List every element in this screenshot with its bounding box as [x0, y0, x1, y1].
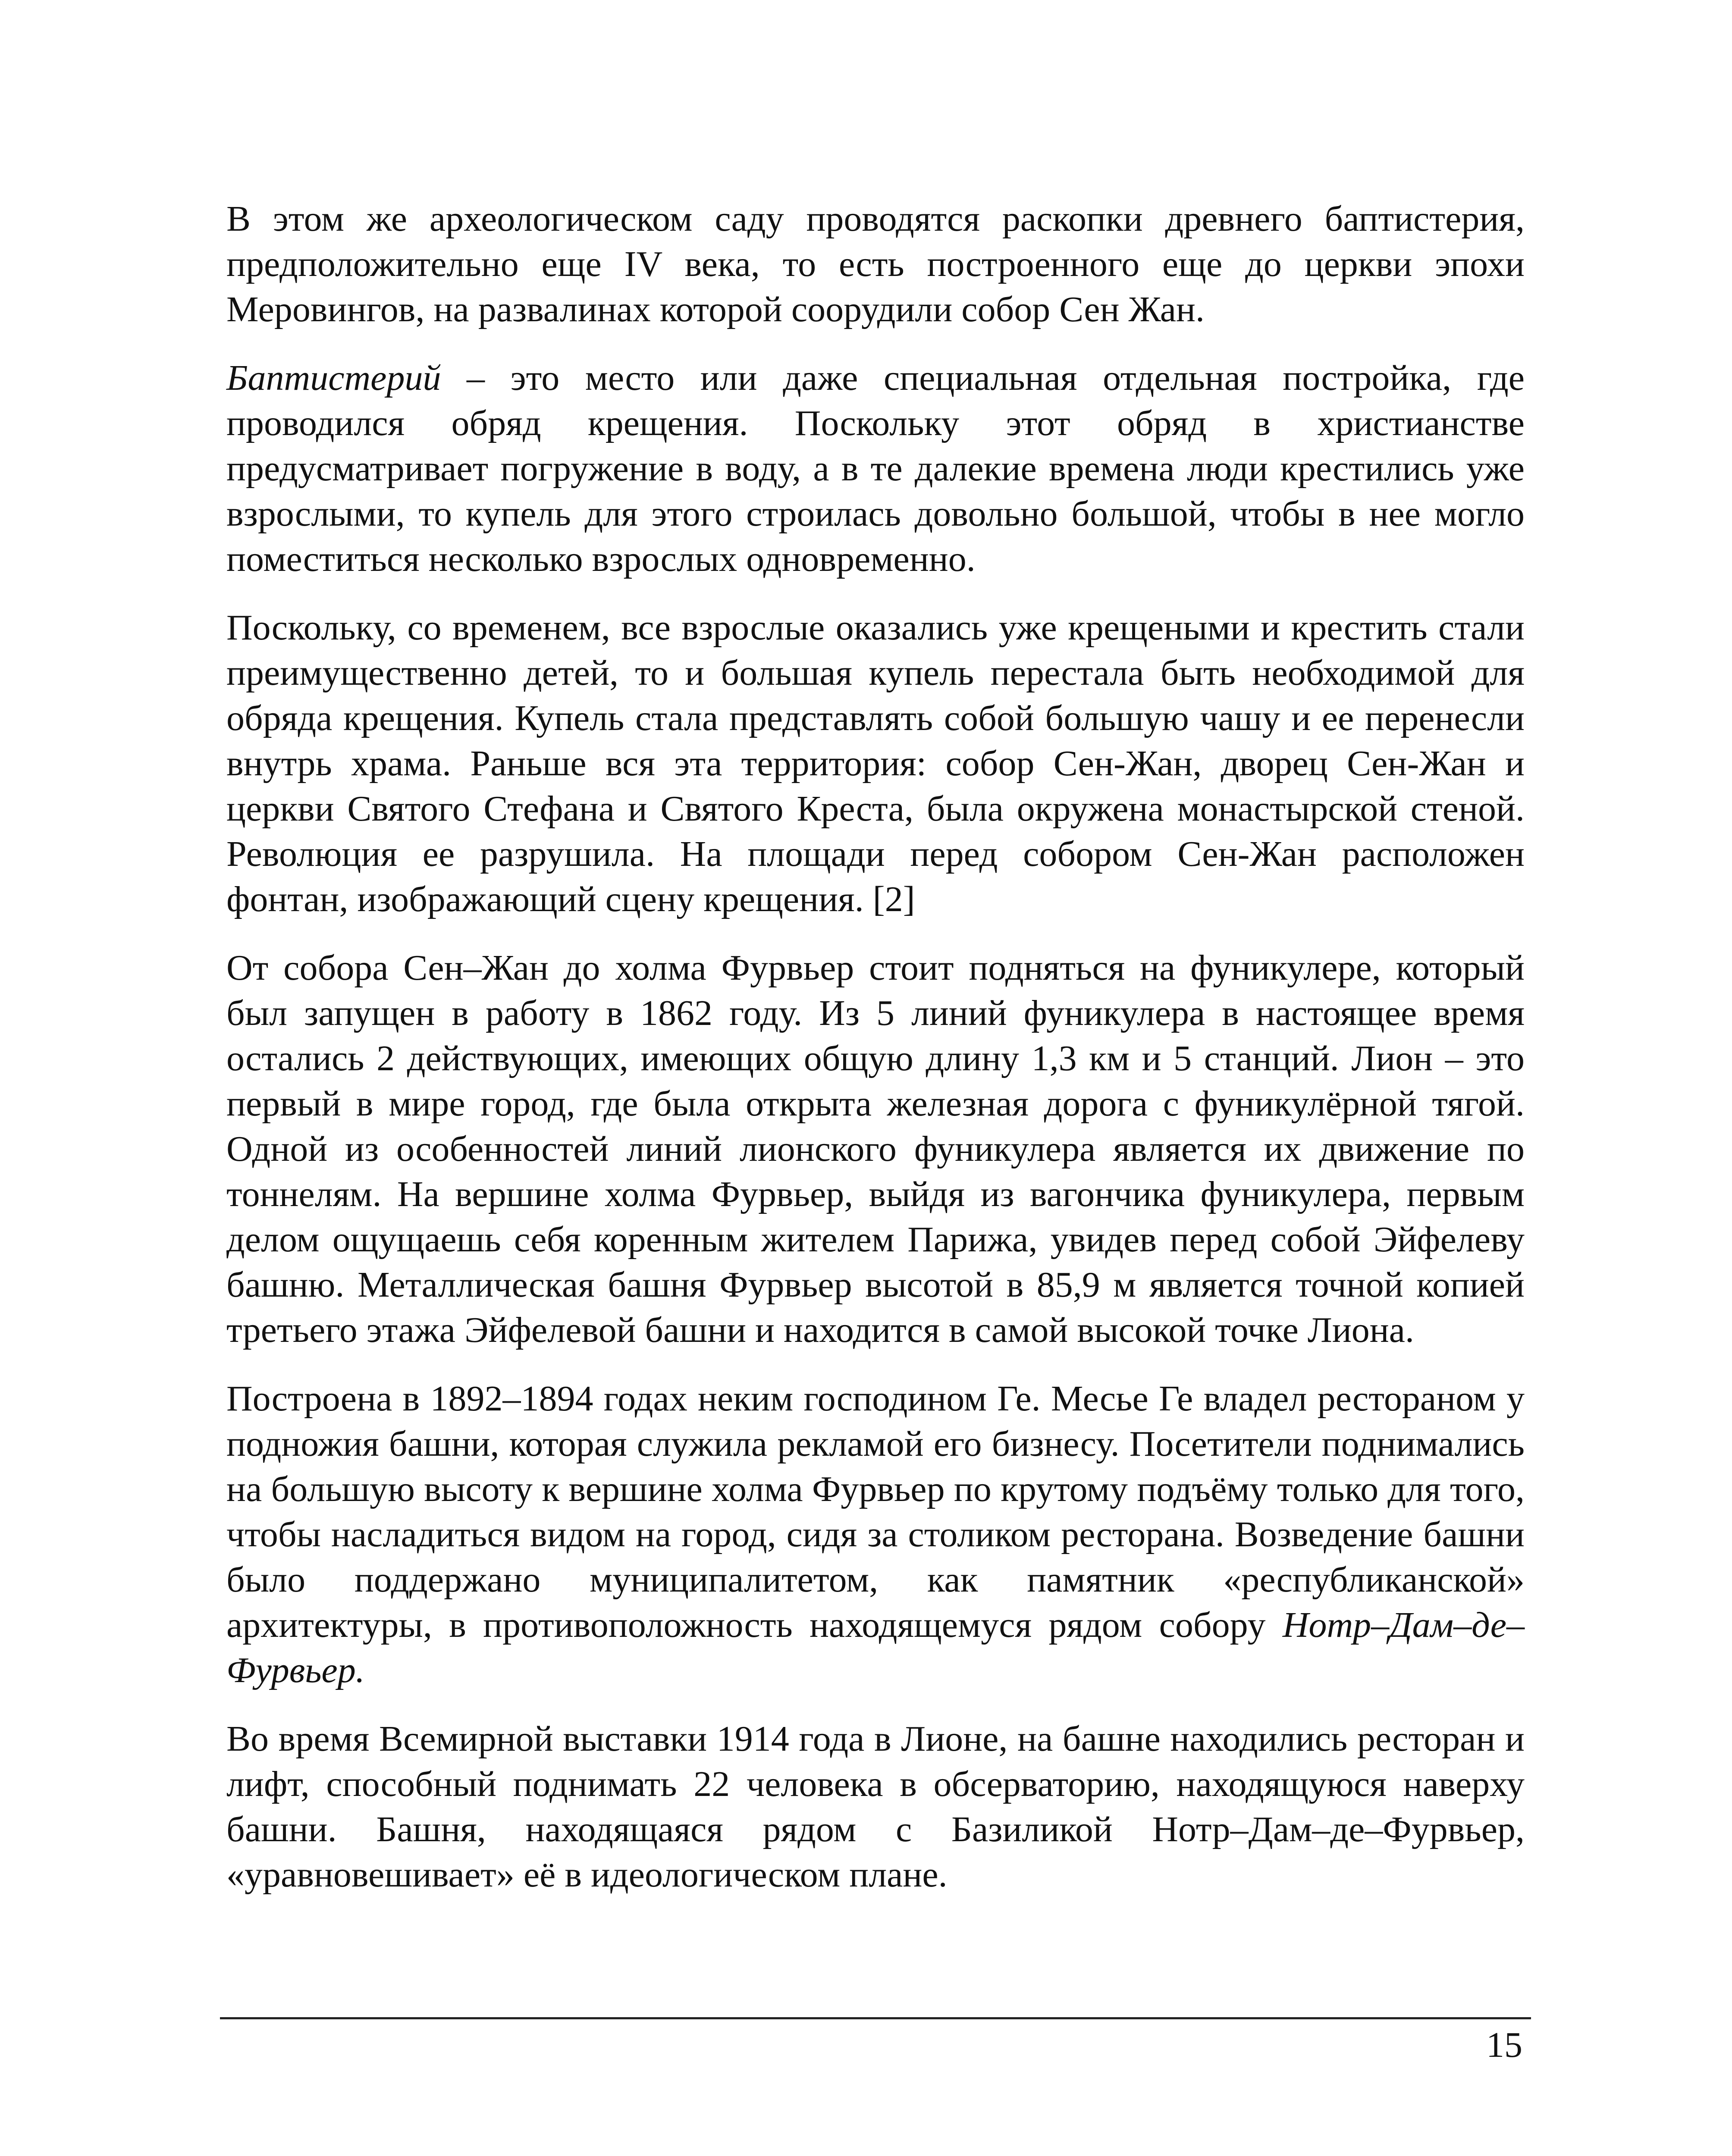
paragraph-text: – это место или даже специальная отдельная постройка, где проводился обряд крещения. Поскольку этот обряд в христианстве предусматривает погружение в воду, а в те далекие времена люди крестились уже взрослыми, то купель для этого строилась довольно большой, чтобы в нее могло поместиться несколько взрослых одновременно.	[226, 358, 1525, 579]
page-number: 15	[1486, 2025, 1522, 2065]
paragraph-font-history	[226, 605, 1525, 922]
paragraph-text: Во время Всемирной выставки 1914 года в Лионе, на башне находились ресторан и лифт, способный поднимать 22 человека в обсерваторию, находящуюся наверху башни. Башня, находящаяся рядом с Базиликой Нотр–Дам–де–Фурвьер, «уравновешивает» её в идеологическом плане.	[226, 1719, 1525, 1895]
paragraph-baptistery-excavation	[226, 196, 1525, 332]
paragraph-tower-construction	[226, 1376, 1525, 1693]
paragraph-text: Построена в 1892–1894 годах неким господином Ге. Месье Ге владел рестораном у подножия башни, которая служила рекламой его бизнесу. Посетители поднимались на большую высоту к вершине холма Фурвьер по крутому подъёму только для того, чтобы насладиться видом на город, сидя за столиком ресторана. Возведение башни было поддержано муниципалитетом, как памятник «республиканской» архитектуры, в противоположность находящемуся рядом собору	[226, 1379, 1525, 1645]
paragraph-baptistery-definition	[226, 355, 1525, 582]
paragraph-world-exhibition	[226, 1716, 1525, 1897]
paragraph-text: В этом же археологическом саду проводятся раскопки древнего баптистерия, предположительно еще IV века, то есть построенного еще до церкви эпохи Меровингов, на развалинах которой соорудили собор Сен Жан.	[226, 199, 1525, 329]
paragraph-text: Поскольку, со временем, все взрослые оказались уже крещеными и крестить стали преимущественно детей, то и большая купель перестала быть необходимой для обряда крещения. Купель стала представлять собой большую чашу и ее перенесли внутрь храма. Раньше вся эта территория: собор Сен-Жан, дворец Сен-Жан и церкви Святого Стефана и Святого Креста, была окружена монастырской стеной. Революция ее разрушила. На площади перед собором Сен-Жан расположен фонтан, изображающий сцену крещения. [2]	[226, 608, 1525, 919]
paragraph-funicular	[226, 945, 1525, 1353]
term-baptistery: Баптистерий	[226, 358, 441, 398]
body-text	[226, 196, 1525, 1921]
italic-basilica-name: Нотр–Дам–де–Фурвьер.	[226, 1605, 1525, 1690]
footer-divider	[220, 2017, 1531, 2019]
paragraph-text: От собора Сен–Жан до холма Фурвьер стоит подняться на фуникулере, который был запущен в работу в 1862 году. Из 5 линий фуникулера в настоящее время остались 2 действующих, имеющих общую длину 1,3 км и 5 станций. Лион – это первый в мире город, где была открыта железная дорога с фуникулёрной тягой. Одной из особенностей линий лионского фуникулера является их движение по тоннелям. На вершине холма Фурвьер, выйдя из вагончика фуникулера, первым делом ощущаешь себя коренным жителем Парижа, увидев перед собой Эйфелеву башню. Металлическая башня Фурвьер высотой в 85,9 м является точной копией третьего этажа Эйфелевой башни и находится в самой высокой точке Лиона.	[226, 948, 1525, 1350]
